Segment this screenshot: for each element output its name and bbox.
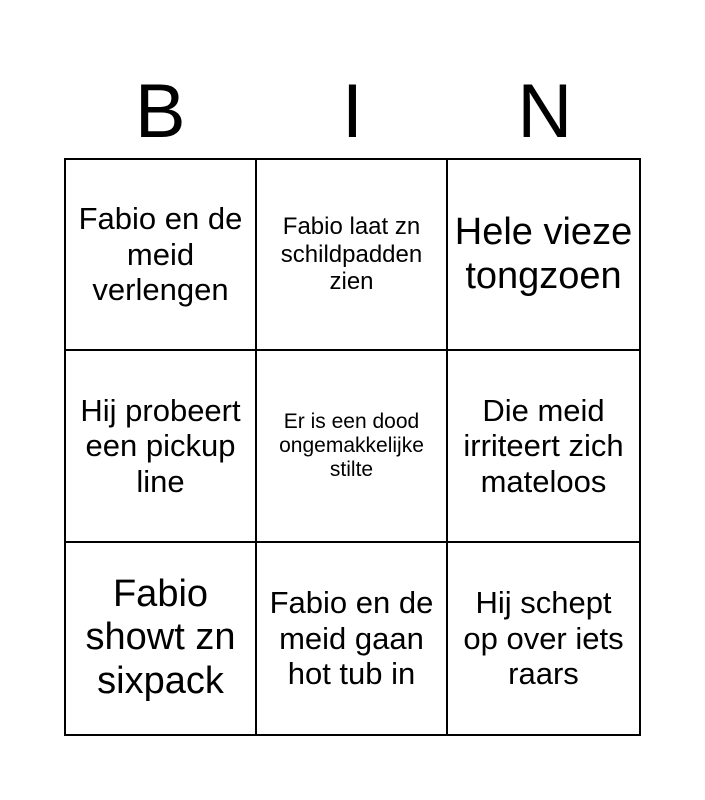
bingo-grid (64, 158, 641, 736)
bingo-cell-8[interactable] (257, 543, 448, 734)
bingo-cell-text: Hele vieze tongzoen (454, 210, 633, 297)
bingo-cell-text: Fabio showt zn sixpack (85, 572, 236, 703)
header-letter-b: B (134, 69, 186, 154)
bingo-cell-text: Fabio en de meid gaan hot tub in (269, 584, 434, 692)
bingo-cell-1[interactable] (66, 160, 257, 351)
bingo-cell-2[interactable] (257, 160, 448, 351)
bingo-cell-text: Fabio laat zn schildpadden zien (280, 213, 423, 296)
bingo-cell-text: Die meid irriteert zich mateloos (463, 392, 624, 499)
bingo-cell-text: Er is een dood ongemakkelijke stilte (279, 409, 424, 482)
bingo-cell-9[interactable] (448, 543, 639, 734)
bingo-cell-3[interactable] (448, 160, 639, 351)
bingo-cell-5[interactable] (257, 351, 448, 542)
bingo-header (64, 66, 641, 158)
bingo-cell-4[interactable] (66, 351, 257, 542)
bingo-cell-text: Hij probeert een pickup line (80, 392, 241, 499)
bingo-cell-7[interactable] (66, 543, 257, 734)
header-letter-i: I (341, 69, 364, 154)
bingo-cell-text: Hij schept op over iets raars (463, 584, 624, 692)
bingo-cell-6[interactable] (448, 351, 639, 542)
bingo-cell-text: Fabio en de meid verlengen (78, 201, 243, 308)
header-letter-n: N (517, 69, 573, 154)
